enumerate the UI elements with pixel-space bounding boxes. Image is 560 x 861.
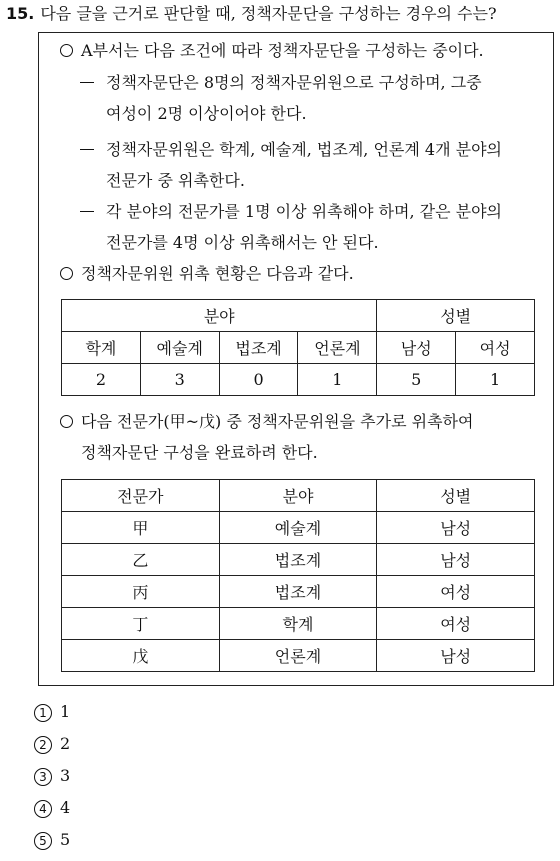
table-row bbox=[62, 608, 535, 640]
condition-item: 정책자문위원 위촉 현황은 다음과 같다. bbox=[60, 263, 354, 285]
circled-number-icon: 4 bbox=[34, 800, 52, 818]
expert-table bbox=[61, 479, 535, 672]
expert-gender-cell: 여성 bbox=[377, 576, 535, 608]
table-row bbox=[62, 544, 535, 576]
condition-sub-item-continued: 전문가를 4명 이상 위촉해서는 안 된다. bbox=[106, 233, 379, 252]
answer-choices bbox=[34, 701, 70, 861]
condition-sub-item: 정책자문단은 8명의 정책자문위원으로 구성하며, 그중 bbox=[80, 72, 482, 94]
circle-bullet-icon bbox=[60, 415, 73, 428]
expert-field-cell: 학계 bbox=[219, 608, 377, 640]
table-row bbox=[62, 640, 535, 672]
table-header-cell: 전문가 bbox=[62, 480, 220, 512]
dash-bullet-icon bbox=[80, 211, 94, 212]
condition-sub-item: 각 분야의 전문가를 1명 이상 위촉해야 하며, 같은 분야의 bbox=[80, 201, 502, 223]
condition-item: A부서는 다음 조건에 따라 정책자문단을 구성하는 중이다. bbox=[60, 40, 484, 62]
table-value-cell: 5 bbox=[377, 364, 456, 396]
expert-gender-cell: 여성 bbox=[377, 608, 535, 640]
question-stem bbox=[6, 3, 558, 25]
table-row bbox=[62, 512, 535, 544]
table-value-cell: 1 bbox=[298, 364, 377, 396]
expert-name-cell: 戊 bbox=[62, 640, 220, 672]
table-header-cell: 여성 bbox=[456, 332, 535, 364]
condition-item-continued: 정책자문단 구성을 완료하려 한다. bbox=[81, 443, 318, 462]
choice-text: 3 bbox=[60, 766, 71, 785]
table-header-cell: 예술계 bbox=[140, 332, 219, 364]
table-value-cell: 0 bbox=[219, 364, 298, 396]
expert-field-cell: 법조계 bbox=[219, 544, 377, 576]
table-header-cell: 학계 bbox=[62, 332, 141, 364]
table-header-cell: 법조계 bbox=[219, 332, 298, 364]
expert-name-cell: 乙 bbox=[62, 544, 220, 576]
table-value-cell: 1 bbox=[456, 364, 535, 396]
expert-name-cell: 甲 bbox=[62, 512, 220, 544]
question-number: 15. bbox=[6, 4, 35, 23]
answer-choice-2[interactable] bbox=[34, 733, 70, 765]
choice-text: 4 bbox=[60, 798, 71, 817]
status-table bbox=[61, 299, 535, 396]
choice-text: 5 bbox=[60, 830, 71, 849]
expert-field-cell: 예술계 bbox=[219, 512, 377, 544]
condition-sub-item-continued: 전문가 중 위촉한다. bbox=[106, 171, 245, 190]
expert-field-cell: 언론계 bbox=[219, 640, 377, 672]
expert-name-cell: 丙 bbox=[62, 576, 220, 608]
circled-number-icon: 5 bbox=[34, 832, 52, 850]
circle-bullet-icon bbox=[60, 267, 73, 280]
answer-choice-4[interactable] bbox=[34, 797, 70, 829]
table-row bbox=[62, 576, 535, 608]
table-header-cell: 성별 bbox=[377, 480, 535, 512]
dash-bullet-icon bbox=[80, 82, 94, 83]
answer-choice-5[interactable] bbox=[34, 829, 70, 861]
expert-gender-cell: 남성 bbox=[377, 544, 535, 576]
field-group-header: 분야 bbox=[62, 300, 377, 332]
circled-number-icon: 2 bbox=[34, 736, 52, 754]
expert-gender-cell: 남성 bbox=[377, 640, 535, 672]
dash-bullet-icon bbox=[80, 149, 94, 150]
expert-name-cell: 丁 bbox=[62, 608, 220, 640]
expert-gender-cell: 남성 bbox=[377, 512, 535, 544]
circled-number-icon: 3 bbox=[34, 768, 52, 786]
condition-item: 다음 전문가(甲~戊) 중 정책자문위원을 추가로 위촉하여 bbox=[60, 411, 473, 433]
answer-choice-1[interactable] bbox=[34, 701, 70, 733]
choice-text: 2 bbox=[60, 734, 71, 753]
circle-bullet-icon bbox=[60, 44, 73, 57]
table-value-cell: 3 bbox=[140, 364, 219, 396]
expert-field-cell: 법조계 bbox=[219, 576, 377, 608]
question-text: 다음 글을 근거로 판단할 때, 정책자문단을 구성하는 경우의 수는? bbox=[40, 4, 497, 23]
choice-text: 1 bbox=[60, 702, 71, 721]
gender-group-header: 성별 bbox=[377, 300, 535, 332]
circled-number-icon: 1 bbox=[34, 704, 52, 722]
table-header-cell: 분야 bbox=[219, 480, 377, 512]
table-value-cell: 2 bbox=[62, 364, 141, 396]
answer-choice-3[interactable] bbox=[34, 765, 70, 797]
table-header-cell: 남성 bbox=[377, 332, 456, 364]
condition-sub-item-continued: 여성이 2명 이상이어야 한다. bbox=[106, 104, 307, 123]
condition-sub-item: 정책자문위원은 학계, 예술계, 법조계, 언론계 4개 분야의 bbox=[80, 139, 502, 161]
table-header-cell: 언론계 bbox=[298, 332, 377, 364]
